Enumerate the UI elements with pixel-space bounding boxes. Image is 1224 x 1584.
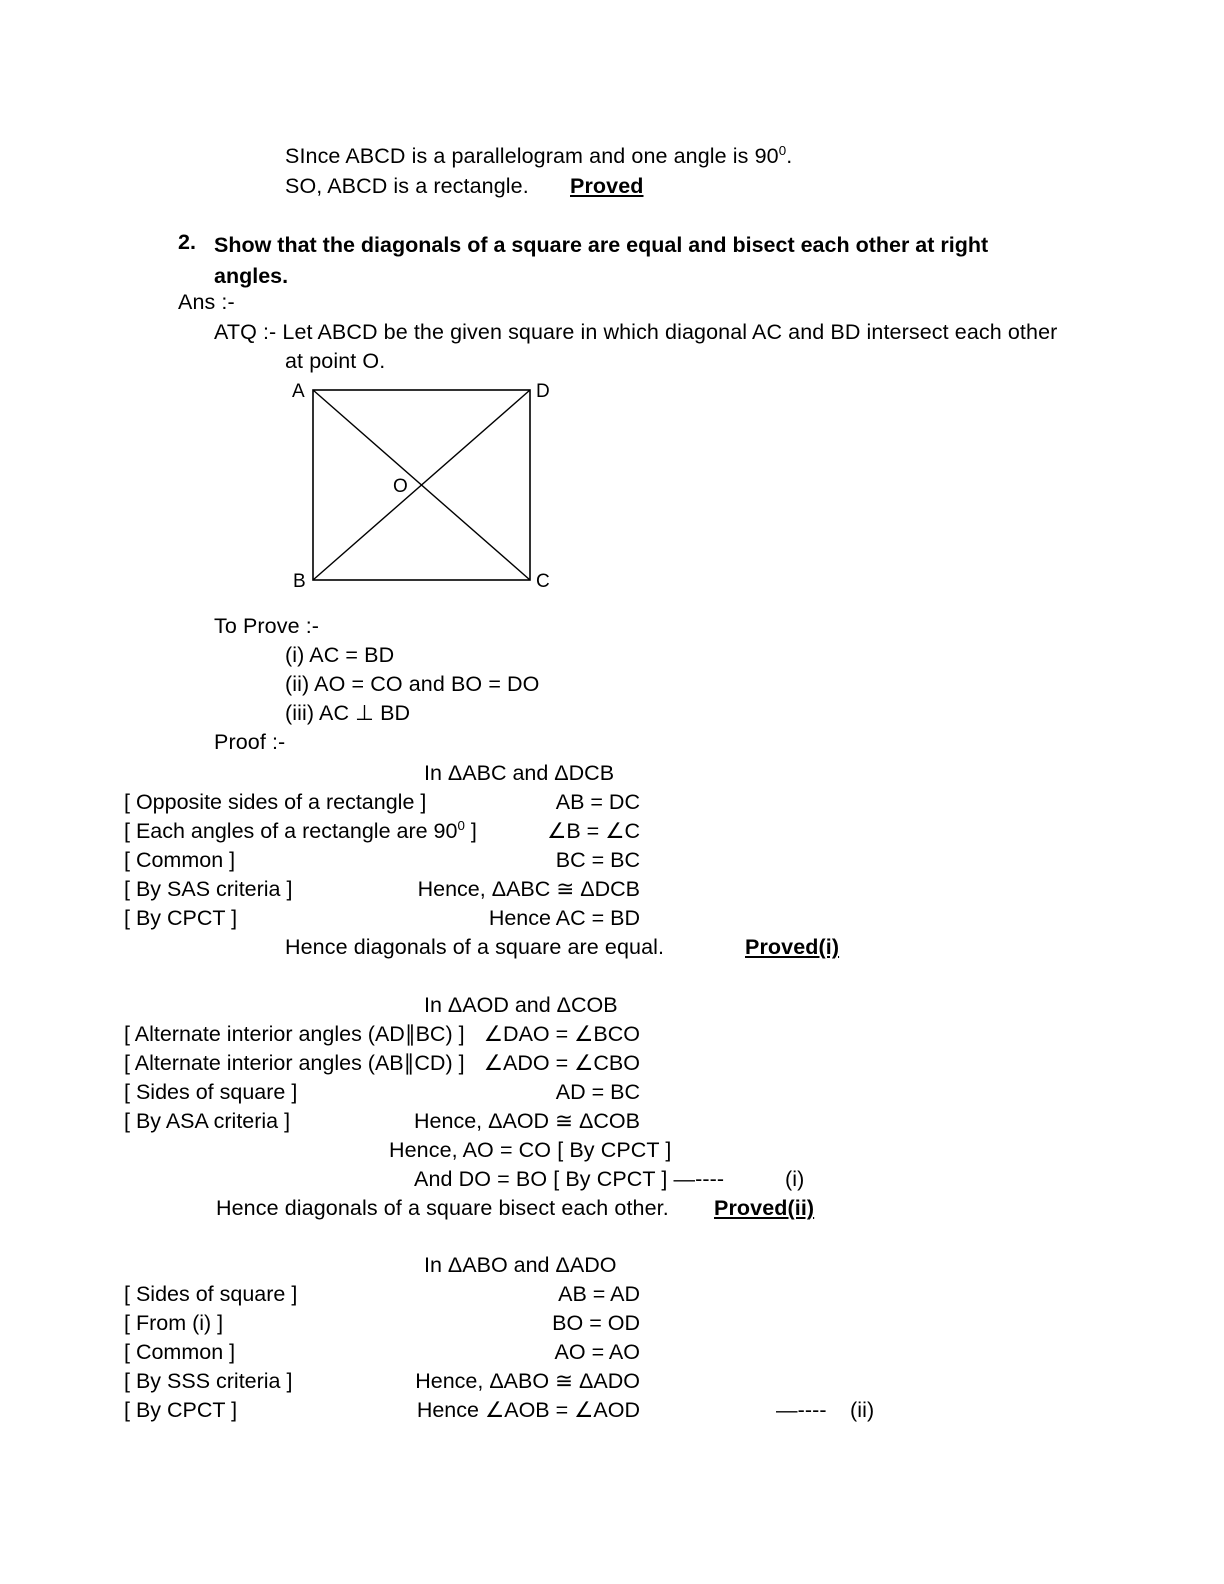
block2-conclusion: Hence diagonals of a square bisect each other. [216,1196,669,1220]
block1-heading: In ΔABC and ΔDCB [424,761,615,785]
vertex-label-c: C [536,571,550,592]
proved-tag-rectangle: Proved [570,174,644,198]
block2-row-3-left: AD = BC [555,1080,640,1104]
answer-label: Ans :- [178,290,235,314]
block3-row-3-right: [ Common ] [124,1340,236,1364]
block1-row-1-right: [ Opposite sides of a rectangle ] [124,790,427,814]
carryover-line-1-suffix: . [786,144,793,168]
block2-row-4-right: [ By ASA criteria ] [124,1109,291,1133]
block1-proved-tag: Proved(i) [745,935,840,959]
square-diagram-svg [280,378,580,603]
block2-proved-tag: Proved(ii) [714,1196,815,1220]
block3-row-1-right: [ Sides of square ] [124,1282,298,1306]
block2-heading: In ΔAOD and ΔCOB [424,993,618,1017]
vertex-label-a: A [292,381,305,402]
block2-row-2-right: [ Alternate interior angles (AB∥CD) ] [124,1051,465,1075]
block2-inline-row-2-ref: (i) [785,1167,805,1191]
block3-heading: In ΔABO and ΔADO [424,1253,617,1277]
block1-row-2-right [124,817,477,846]
degree-superscript: 0 [778,142,787,158]
block2-row-1-left: ∠DAO = ∠BCO [483,1022,640,1046]
block3-row-5-left: Hence ∠AOB = ∠AOD [416,1398,640,1422]
block3-row-5-right: [ By CPCT ] [124,1398,238,1422]
block3-row-5-dash: —---- [776,1398,827,1422]
to-prove-item-3: (iii) AC ⊥ BD [285,701,411,725]
block3-row-1-left: AB = AD [558,1282,640,1306]
block1-row-4-left: Hence, ΔABC ≅ ΔDCB [417,877,640,901]
degree-superscript: 0 [457,817,465,833]
block2-row-1-right: [ Alternate interior angles (AD∥BC) ] [124,1022,465,1046]
block3-row-2-left: BO = OD [552,1311,640,1335]
block3-row-3-left: AO = AO [554,1340,640,1364]
atq-line-2: at point O. [285,349,386,373]
block2-row-3-right: [ Sides of square ] [124,1080,298,1104]
carryover-line-1 [285,142,792,171]
question-text: Show that the diagonals of a square are equal and bisect each other at right angles. [214,233,989,288]
block1-row-3-left: BC = BC [555,848,640,872]
carryover-line-2 [285,172,529,201]
block3-row-2-right: [ From (i) ] [124,1311,224,1335]
block1-row-5-right: [ By CPCT ] [124,906,238,930]
block1-row-2-right-before: [ Each angles of a rectangle are 90 [124,819,458,843]
block1-row-2-left: ∠B = ∠C [547,819,640,843]
block1-row-1-left: AB = DC [555,790,640,814]
square-with-diagonals-figure [280,378,580,603]
block1-conclusion: Hence diagonals of a square are equal. [285,935,665,959]
block2-inline-row-2: And DO = BO [ By CPCT ] —---- [414,1167,725,1191]
to-prove-item-2: (ii) AO = CO and BO = DO [285,672,540,696]
vertex-label-b: B [293,571,306,592]
proof-heading: Proof :- [214,730,286,754]
block2-row-2-left: ∠ADO = ∠CBO [483,1051,640,1075]
block1-row-3-right: [ Common ] [124,848,236,872]
question-number: 2. [178,230,196,254]
atq-line-1: ATQ :- Let ABCD be the given square in which diagonal AC and BD intersect each other [214,320,1058,344]
block3-row-5-ref: (ii) [850,1398,875,1422]
block3-row-4-left: Hence, ΔABO ≅ ΔADO [415,1369,640,1393]
block2-row-4-left: Hence, ΔAOD ≅ ΔCOB [414,1109,640,1133]
vertex-label-d: D [536,381,550,402]
block3-row-4-right: [ By SSS criteria ] [124,1369,293,1393]
block1-row-2-right-after: ] [464,819,477,843]
block1-row-4-right: [ By SAS criteria ] [124,877,293,901]
intersection-label-o: O [393,476,408,497]
to-prove-heading: To Prove :- [214,614,320,638]
to-prove-item-1: (i) AC = BD [285,643,395,667]
carryover-line-2-text: SO, ABCD is a rectangle. [285,174,529,198]
carryover-line-1-text: SInce ABCD is a parallelogram and one angle is 90 [285,144,779,168]
block1-row-5-left: Hence AC = BD [488,906,640,930]
block2-inline-row-1: Hence, AO = CO [ By CPCT ] [389,1138,672,1162]
